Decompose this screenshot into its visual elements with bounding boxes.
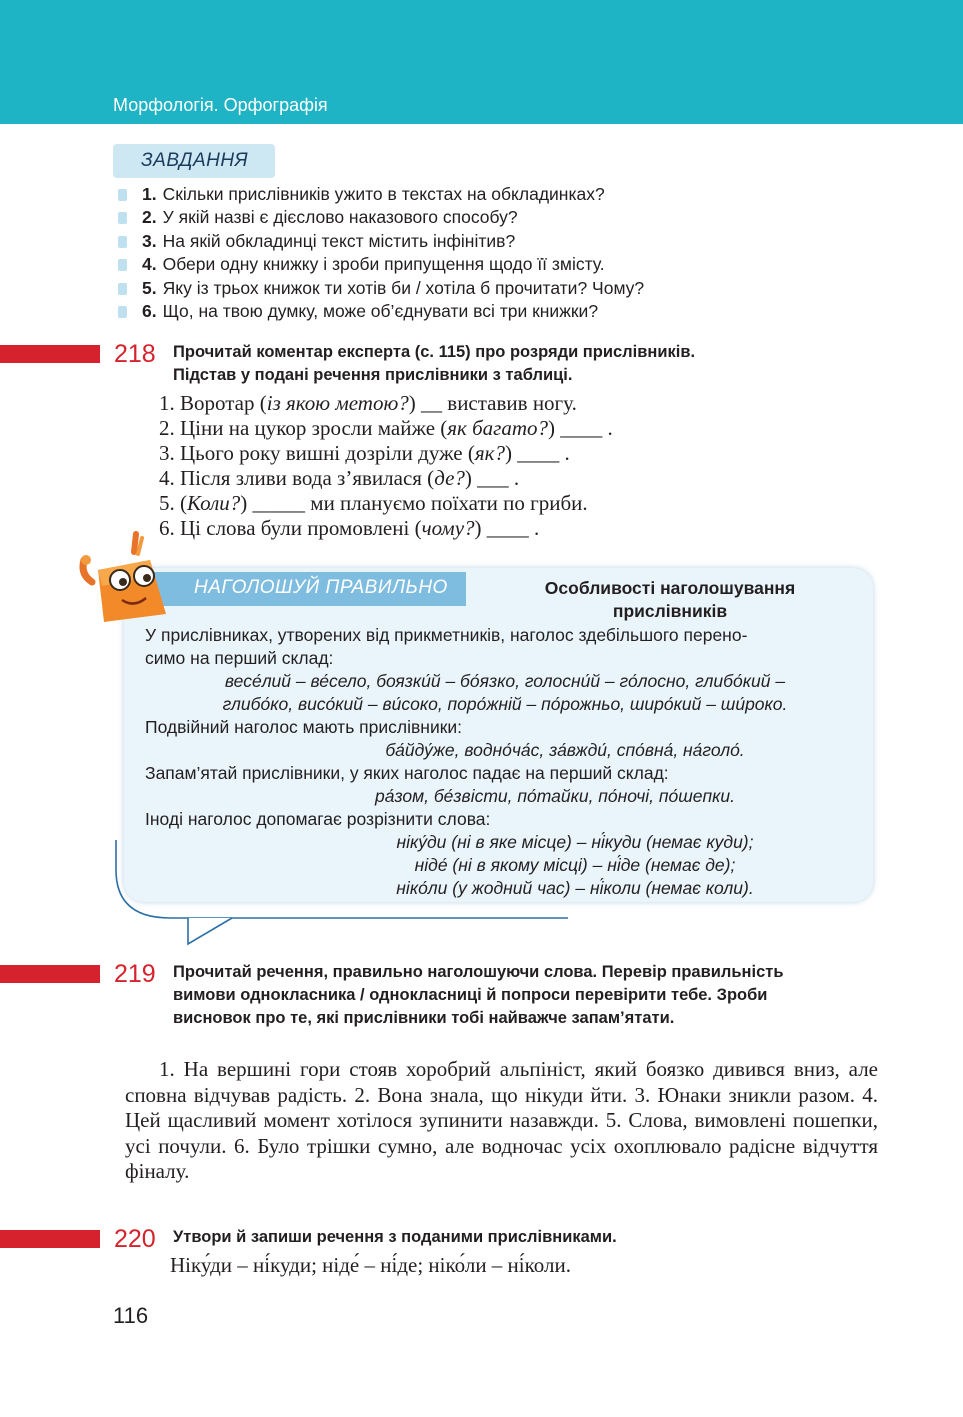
rule-example: глибо́ко, висо́кий – ви́соко, поро́жній – по́рожньо, широ́кий – ши́роко. xyxy=(222,694,788,714)
rule-card-body xyxy=(145,624,865,900)
rule-card-label: НАГОЛОШУЙ ПРАВИЛЬНО xyxy=(194,577,448,598)
task-item: 5. Яку із трьох книжок ти хотів би / хотіла б прочитати? Чому? xyxy=(118,277,644,300)
exercise-text: 1. На вершині гори стояв хоробрий альпініст, який боязко дивився вниз, але сповна відчував радість. 2. Вона знала, що нікуди йти. 3. Юнаки зникли разом. 4. Цей щасливий момент хотілося зупинити назавжди. 5. Слова, вимовлені пошепки, усі почули. 6. Було трішки сумно, але водночас усіх охоплювало радісне відчуття фіналу. xyxy=(125,1057,878,1183)
page-number: 116 xyxy=(113,1303,149,1328)
rule-card-label-tag xyxy=(154,572,466,606)
section-title: Морфологія. Орфографія xyxy=(113,95,328,115)
exercise-marker-bar xyxy=(0,1230,100,1248)
rule-example: ніко́ли (у жодний час) – ні́коли (немає коли). xyxy=(396,878,754,898)
task-item: 4. Обери одну книжку і зроби припущення щодо її змісту. xyxy=(118,253,644,276)
exercise-words: Ніку́ди – ні́куди; ніде́ – ні́де; ніко́ли – ні́коли. xyxy=(170,1253,571,1277)
sentence: 2. Ціни на цукор зросли майже (як багато?) ____ . xyxy=(159,416,613,440)
exercise-instruction: Прочитай речення, правильно наголошуючи слова. Перевір правильність вимови однокласника / однокласниці й попроси перевірити тебе. Зроби висновок про те, які прислівники тобі найважче запам’ятати. xyxy=(173,963,784,1027)
task-item: 1. Скільки прислівників ужито в текстах на обкладинках? xyxy=(118,183,644,206)
task-item: 3. На якій обкладинці текст містить інфінітив? xyxy=(118,230,644,253)
rule-text: Подвійний наголос мають прислівники: xyxy=(145,717,463,737)
rule-example: весе́лий – ве́село, боязки́й – бо́язко, голосни́й – го́лосно, глибо́кий – xyxy=(224,671,786,691)
rule-text: У прислівниках, утворених від прикметників, наголос здебільшого перено- xyxy=(145,625,748,645)
rule-card-title: Особливості наголошування прислівників xyxy=(544,578,796,621)
exercise-number: 219 xyxy=(114,960,156,988)
exercise-instruction: Утвори й запиши речення з поданими прислівниками. xyxy=(173,1228,617,1246)
rule-text: симо на перший склад: xyxy=(145,648,334,668)
rule-example: ніку́ди (ні в яке місце) – ні́куди (немає куди); xyxy=(396,832,754,852)
tasks-label: ЗАВДАННЯ xyxy=(141,150,249,171)
task-item: 2. У якій назві є дієслово наказового способу? xyxy=(118,206,644,229)
rule-example: ніде́ (ні в якому місці) – ні́де (немає де); xyxy=(414,855,736,875)
rule-text: Запам’ятай прислівники, у яких наголос падає на перший склад: xyxy=(145,763,669,783)
rule-example: ра́зом, бе́звісти, по́тайки, по́ночі, по́шепки. xyxy=(374,786,736,806)
sentence: 4. Після зливи вода з’явилася (де?) ___ . xyxy=(159,466,520,490)
exercise-number: 220 xyxy=(114,1225,156,1253)
sentence: 3. Цього року вишні дозріли дуже (як?) ____ . xyxy=(159,441,570,465)
rule-text: Іноді наголос допомагає розрізнити слова: xyxy=(145,809,491,829)
task-item: 6. Що, на твою думку, може об’єднувати всі три книжки? xyxy=(118,300,644,323)
sentence: 5. (Коли?) _____ ми плануємо поїхати по гриби. xyxy=(159,491,588,515)
mascot-icon xyxy=(76,530,176,625)
sentence: 6. Ці слова були промовлені (чому?) ____ . xyxy=(159,516,540,540)
exercise-marker-bar xyxy=(0,965,100,983)
rule-example: ба́йду́же, водно́ча́с, за́вжди́, спо́вна́, на́голо́. xyxy=(385,740,745,760)
sentence: 1. Воротар (із якою метою?) __ виставив ногу. xyxy=(159,391,577,415)
exercise-number: 218 xyxy=(114,340,156,368)
exercise-instruction: Прочитай коментар експерта (с. 115) про розряди прислівників. Підстав у подані речення прислівники з таблиці. xyxy=(173,343,696,384)
